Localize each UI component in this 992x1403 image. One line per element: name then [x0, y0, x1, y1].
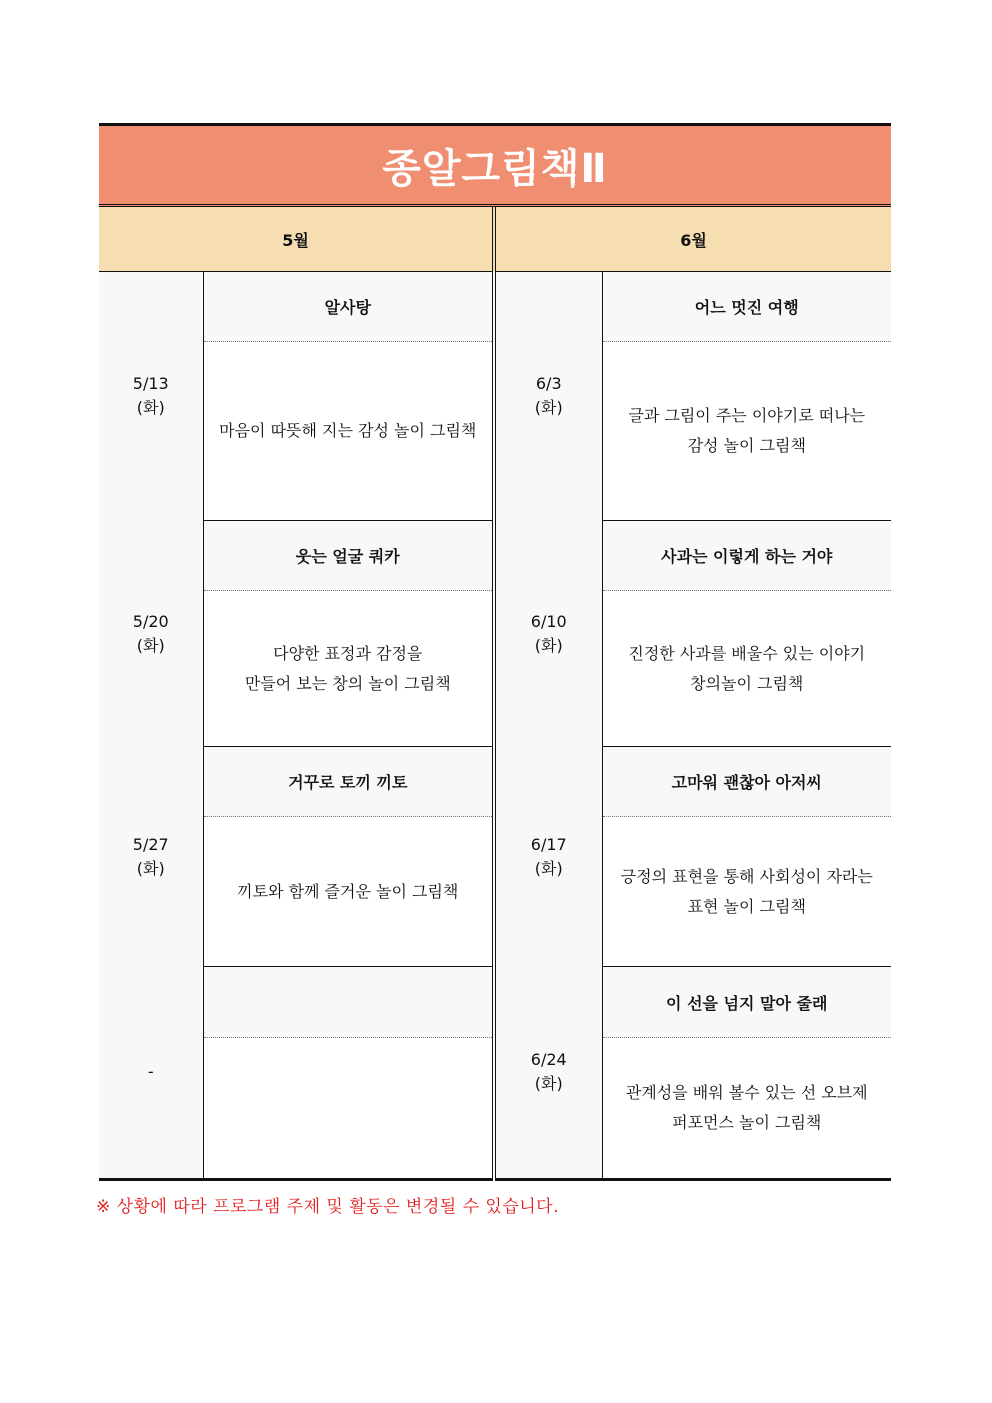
session-date: - — [147, 1062, 154, 1082]
desc-line: 진정한 사과를 배울수 있는 이야기 — [628, 643, 866, 663]
date-cell — [99, 521, 203, 747]
book-description — [203, 591, 494, 747]
desc-line: 퍼포먼스 놀이 그림책 — [672, 1113, 822, 1132]
schedule-row — [99, 521, 891, 591]
session-day: (화) — [136, 858, 165, 878]
schedule-row — [99, 272, 891, 342]
session-day: (화) — [534, 398, 563, 418]
schedule-row — [99, 967, 891, 1038]
date-cell — [99, 967, 203, 1180]
book-title: 알사탕 — [203, 272, 494, 342]
desc-line: 끼토와 함께 즐거운 놀이 그림책 — [237, 881, 459, 901]
desc-line: 만들어 보는 창의 놀이 그림책 — [244, 673, 451, 693]
schedule-row — [99, 747, 891, 817]
page-title: 종알그림책Ⅱ — [382, 145, 608, 192]
book-title: 어느 멋진 여행 — [602, 272, 891, 342]
desc-line: 감성 놀이 그림책 — [687, 436, 806, 455]
book-description — [602, 342, 891, 521]
session-date: 5/20 — [132, 611, 169, 631]
date-cell — [494, 967, 602, 1180]
book-description — [203, 342, 494, 521]
session-day: (화) — [534, 1074, 563, 1094]
desc-line: 관계성을 배워 볼수 있는 선 오브제 — [625, 1083, 868, 1102]
program-schedule — [99, 123, 891, 1181]
session-date: 6/3 — [535, 374, 562, 394]
date-cell — [494, 747, 602, 967]
desc-line: 긍정의 표현을 통해 사회성이 자라는 — [620, 866, 873, 886]
desc-line: 글과 그림이 주는 이야기로 떠나는 — [628, 406, 866, 425]
month-header-may: 5월 — [99, 207, 494, 272]
book-description — [602, 1038, 891, 1180]
book-title: 웃는 얼굴 쿼카 — [203, 521, 494, 591]
date-cell — [99, 747, 203, 967]
desc-line: 창의놀이 그림책 — [690, 673, 804, 693]
desc-line: 표현 놀이 그림책 — [687, 896, 806, 916]
book-description — [203, 1038, 494, 1180]
book-title: 사과는 이렇게 하는 거야 — [602, 521, 891, 591]
session-date: 5/27 — [132, 834, 169, 854]
book-description — [602, 591, 891, 747]
title-banner — [99, 123, 891, 207]
month-header-row — [99, 207, 891, 272]
notice-text: ※ 상황에 따라 프로그램 주제 및 활동은 변경될 수 있습니다. — [96, 1197, 559, 1217]
book-title — [203, 967, 494, 1038]
book-title: 고마워 괜찮아 아저씨 — [602, 747, 891, 817]
session-day: (화) — [534, 858, 563, 878]
session-date: 6/24 — [530, 1050, 567, 1070]
book-description — [203, 817, 494, 967]
date-cell — [494, 521, 602, 747]
session-day: (화) — [136, 398, 165, 418]
session-date: 6/17 — [530, 834, 567, 854]
desc-line: 다양한 표정과 감정을 — [273, 643, 423, 663]
desc-line: 마음이 따뜻해 지는 감성 놀이 그림책 — [219, 421, 477, 440]
session-day: (화) — [136, 635, 165, 655]
session-day: (화) — [534, 635, 563, 655]
month-header-june: 6월 — [494, 207, 891, 272]
book-title: 거꾸로 토끼 끼토 — [203, 747, 494, 817]
date-cell — [99, 272, 203, 521]
schedule-table — [99, 207, 891, 1181]
session-date: 6/10 — [530, 611, 567, 631]
session-date: 5/13 — [132, 374, 169, 394]
date-cell — [494, 272, 602, 521]
book-description — [602, 817, 891, 967]
book-title: 이 선을 넘지 말아 줄래 — [602, 967, 891, 1038]
